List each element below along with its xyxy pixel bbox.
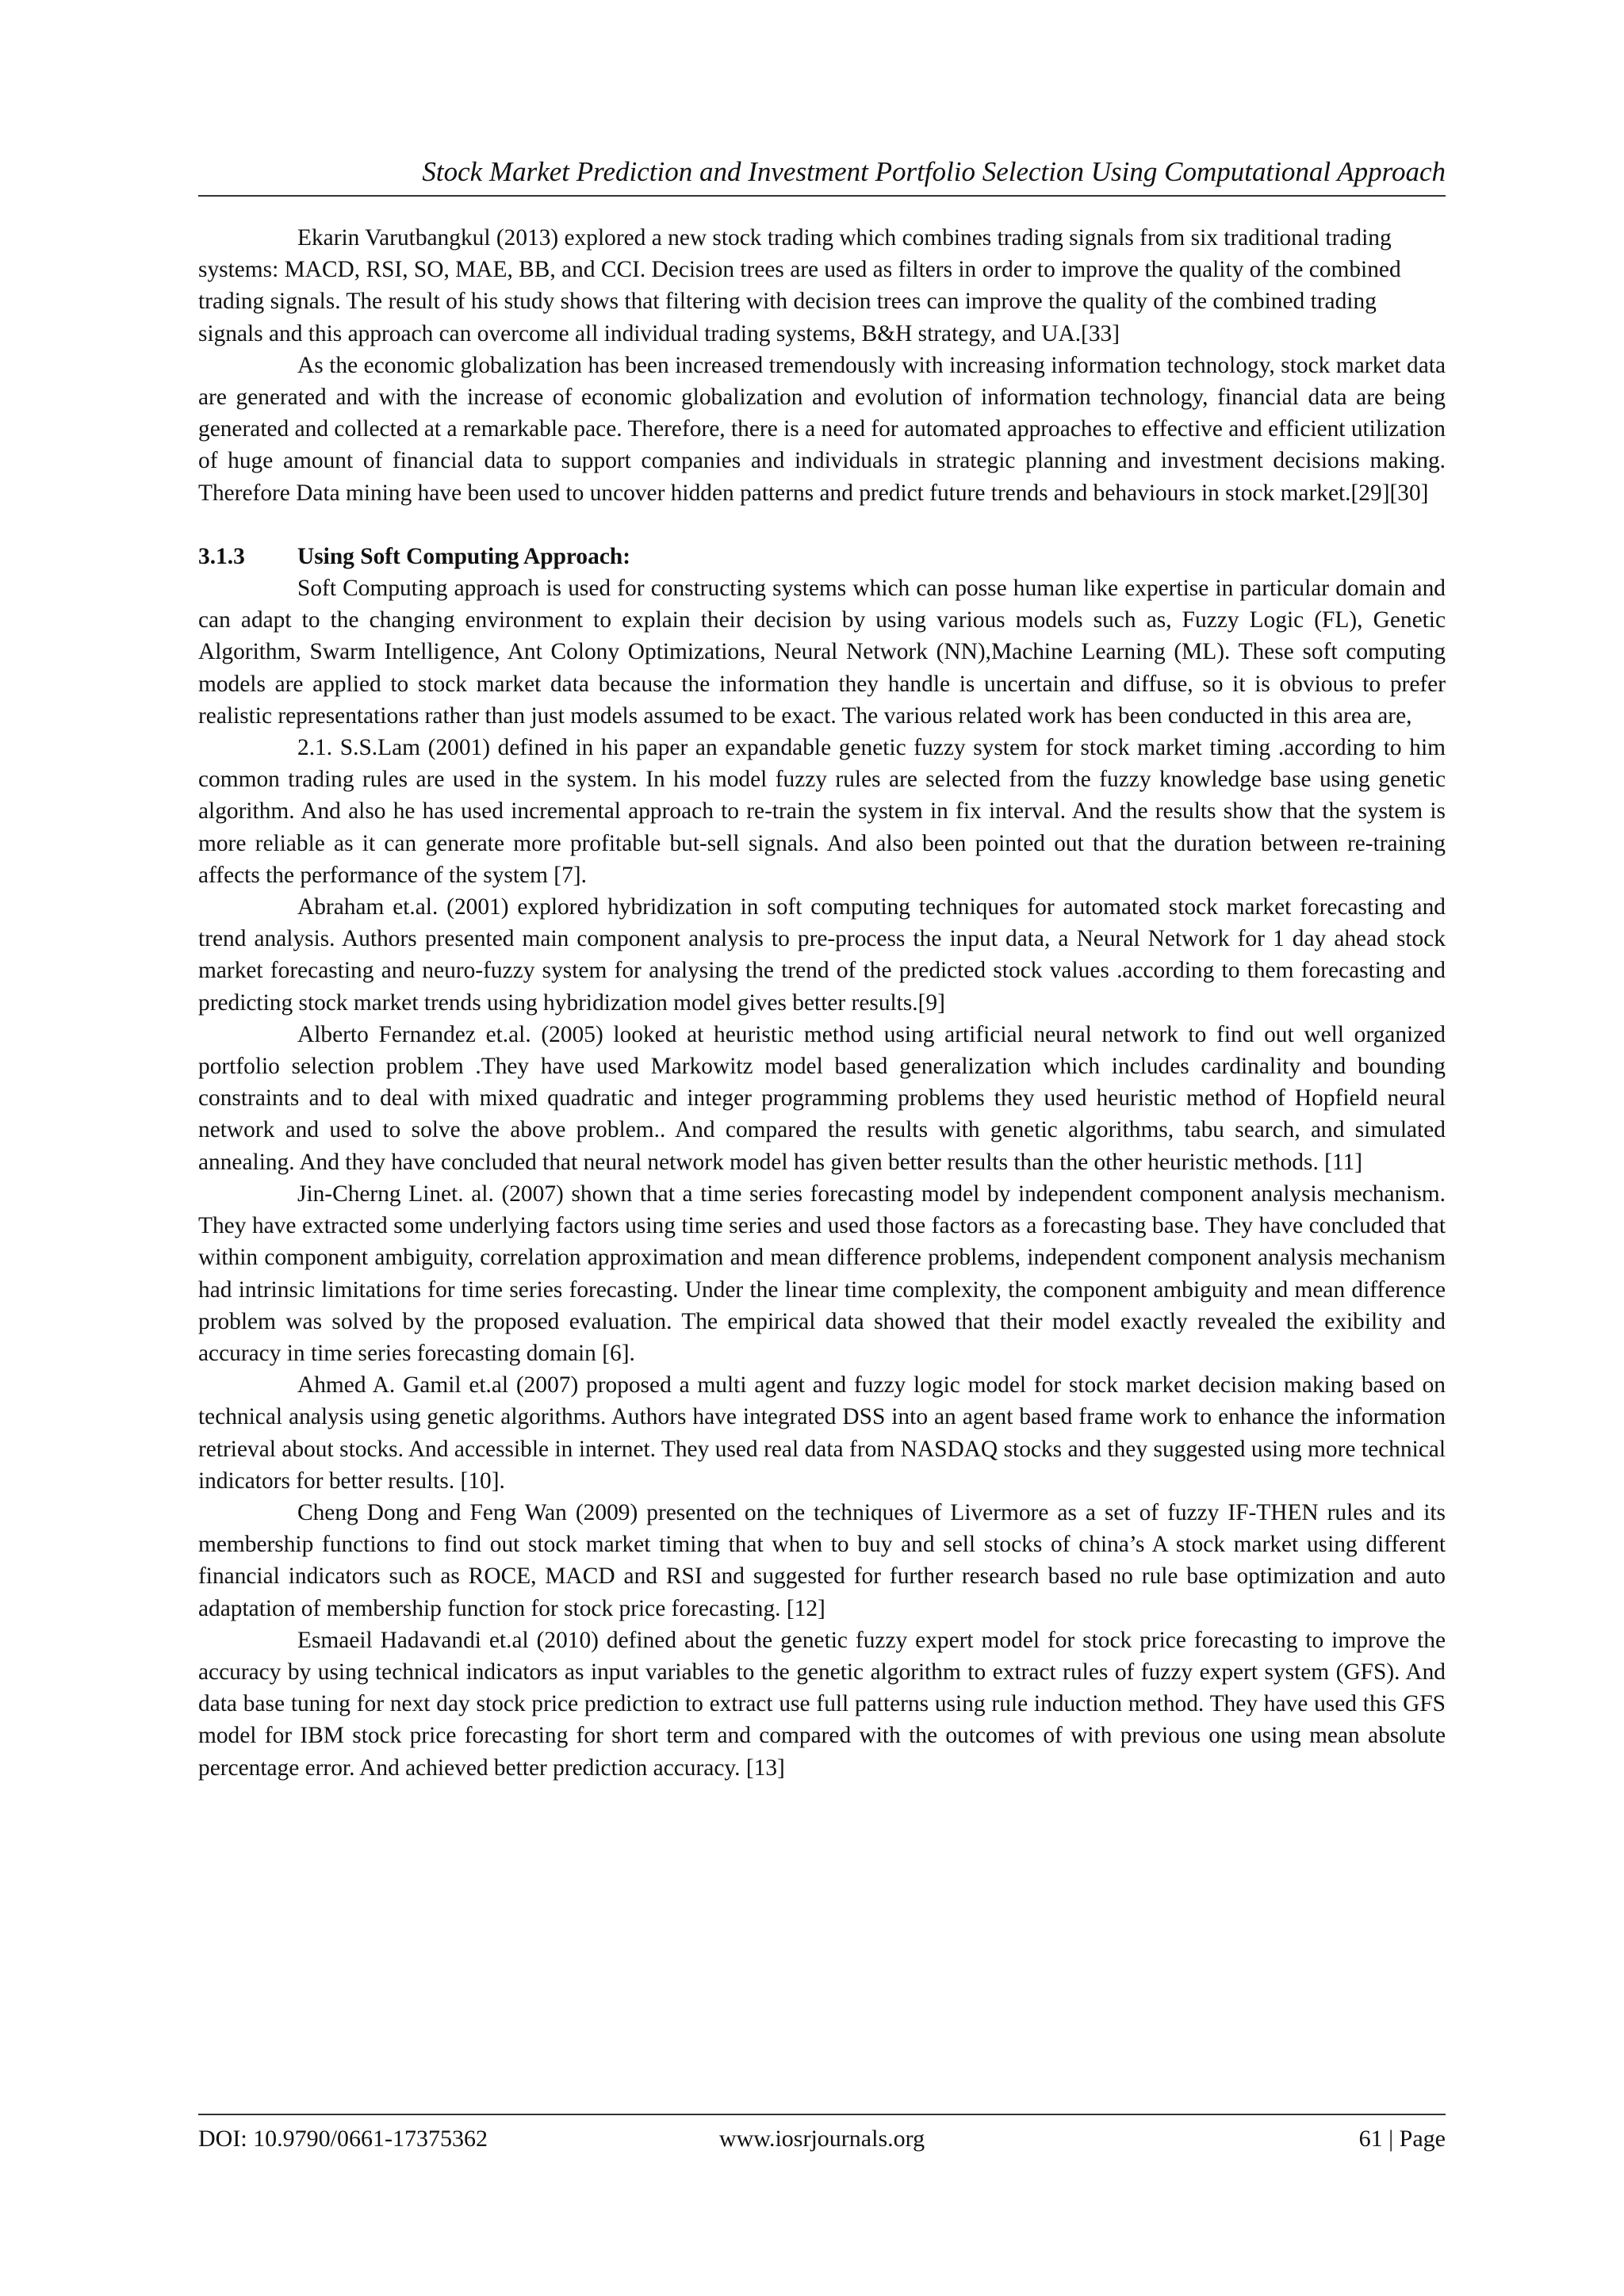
section-title: Using Soft Computing Approach: [297,543,630,569]
footer-doi: DOI: 10.9790/0661-17375362 [198,2126,488,2152]
paragraph-economic-globalization: As the economic globalization has been increased tremendously with increasing information technology, stock market data are generated and with the increase of economic globalization and evolution of information technology, financial data are being generated and collected at a remarkable pace. Therefore, there is a need for automated approaches to effective and efficient utilization of huge amount of financial data to support companies and individuals in strategic planning and investment decisions making. Therefore Data mining have been used to uncover hidden patterns and predict future trends and behaviours in stock market.[29][30] [198,352,1446,506]
paragraph-abraham: Abraham et.al. (2001) explored hybridization in soft computing techniques for automated stock market forecasting and trend analysis. Authors presented main component analysis to pre-process the input data, a Neural Network for 1 day ahead stock market forecasting and neuro-fuzzy system for analysing the trend of the predicted stock values .according to them forecasting and predicting stock market trends using hybridization model gives better results.[9] [198,894,1446,1016]
footer-page-number: 61 | Page [1358,2126,1446,2152]
paragraph-varutbangkul: Ekarin Varutbangkul (2013) explored a new stock trading which combines trading signals from six traditional trading systems: MACD, RSI, SO, MAE, BB, and CCI. Decision trees are used as filters in order to improve the quality of the combined trading signals. The result of his study shows that filtering with decision trees can improve the quality of the combined trading signals and this approach can overcome all individual trading systems, B&H strategy, and UA.[33] [198,225,1401,346]
paragraph-gamil: Ahmed A. Gamil et.al (2007) proposed a multi agent and fuzzy logic model for stock market decision making based on technical analysis using genetic algorithms. Authors have integrated DSS into an agent based frame work to enhance the information retrieval about stocks. And accessible in internet. They used real data from NASDAQ stocks and they suggested using more technical indicators for better results. [10]. [198,1372,1446,1494]
paragraph-lin: Jin-Cherng Linet. al. (2007) shown that a time series forecasting model by independent component analysis mechanism. They have extracted some underlying factors using time series and used those factors as a forecasting base. They have concluded that within component ambiguity, correlation approximation and mean difference problems, independent component analysis mechanism had intrinsic limitations for time series forecasting. Under the linear time complexity, the component ambiguity and mean difference problem was solved by the proposed evaluation. The empirical data showed that their model exactly revealed the exibility and accuracy in time series forecasting domain [6]. [198,1181,1446,1366]
paragraph-dong-wan: Cheng Dong and Feng Wan (2009) presented on the techniques of Livermore as a set of fuzzy IF-THEN rules and its membership functions to find out stock market timing that when to buy and sell stocks of china’s A stock market using different financial indicators such as ROCE, MACD and RSI and suggested for further research based no rule base optimization and auto adaptation of membership function for stock price forecasting. [12] [198,1499,1446,1621]
running-title: Stock Market Prediction and Investment Portfolio Selection Using Computational Approach [422,156,1446,187]
paragraph-soft-computing: Soft Computing approach is used for constructing systems which can posse human like expertise in particular domain and can adapt to the changing environment to explain their decision by using various models such as, Fuzzy Logic (FL), Genetic Algorithm, Swarm Intelligence, Ant Colony Optimizations, Neural Network (NN),Machine Learning (ML). These soft computing models are applied to stock market data because the information they handle is uncertain and diffuse, so it is obvious to prefer realistic representations rather than just models assumed to be exact. The various related work has been conducted in this area are, [198,576,1446,729]
paragraph-fernandez: Alberto Fernandez et.al. (2005) looked at heuristic method using artificial neural network to find out well organized portfolio selection problem .They have used Markowitz model based generalization which includes cardinality and bounding constraints and to deal with mixed quadratic and integer programming problems they used heuristic method of Hopfield neural network and used to solve the above problem.. And compared the results with genetic algorithms, tabu search, and simulated annealing. And they have concluded that neural network model has given better results than the other heuristic methods. [11] [198,1021,1446,1175]
page-footer [198,2123,1446,2158]
paragraph-lam: 2.1. S.S.Lam (2001) defined in his paper an expandable genetic fuzzy system for stock market timing .according to him common trading rules are used in the system. In his model fuzzy rules are selected from the fuzzy knowledge base using genetic algorithm. And also he has used incremental approach to re-train the system in fix interval. And the results show that the system is more reliable as it can generate more profitable but-sell signals. And also been pointed out that the duration between re-training affects the performance of the system [7]. [198,735,1446,888]
running-header [198,154,1446,197]
section-heading [198,541,1446,572]
section-number: 3.1.3 [198,543,245,569]
paragraph-hadavandi: Esmaeil Hadavandi et.al (2010) defined about the genetic fuzzy expert model for stock price forecasting to improve the accuracy by using technical indicators as input variables to the genetic algorithm to extract rules of fuzzy expert system (GFS). And data base tuning for next day stock price prediction to extract use full patterns using rule induction method. They have used this GFS model for IBM stock price forecasting for short term and compared with the outcomes of with previous one using mean absolute percentage error. And achieved better prediction accuracy. [13] [198,1627,1446,1781]
page-body [198,222,1446,2085]
footer-rule [198,2114,1446,2115]
footer-website: www.iosrjournals.org [718,2126,925,2152]
